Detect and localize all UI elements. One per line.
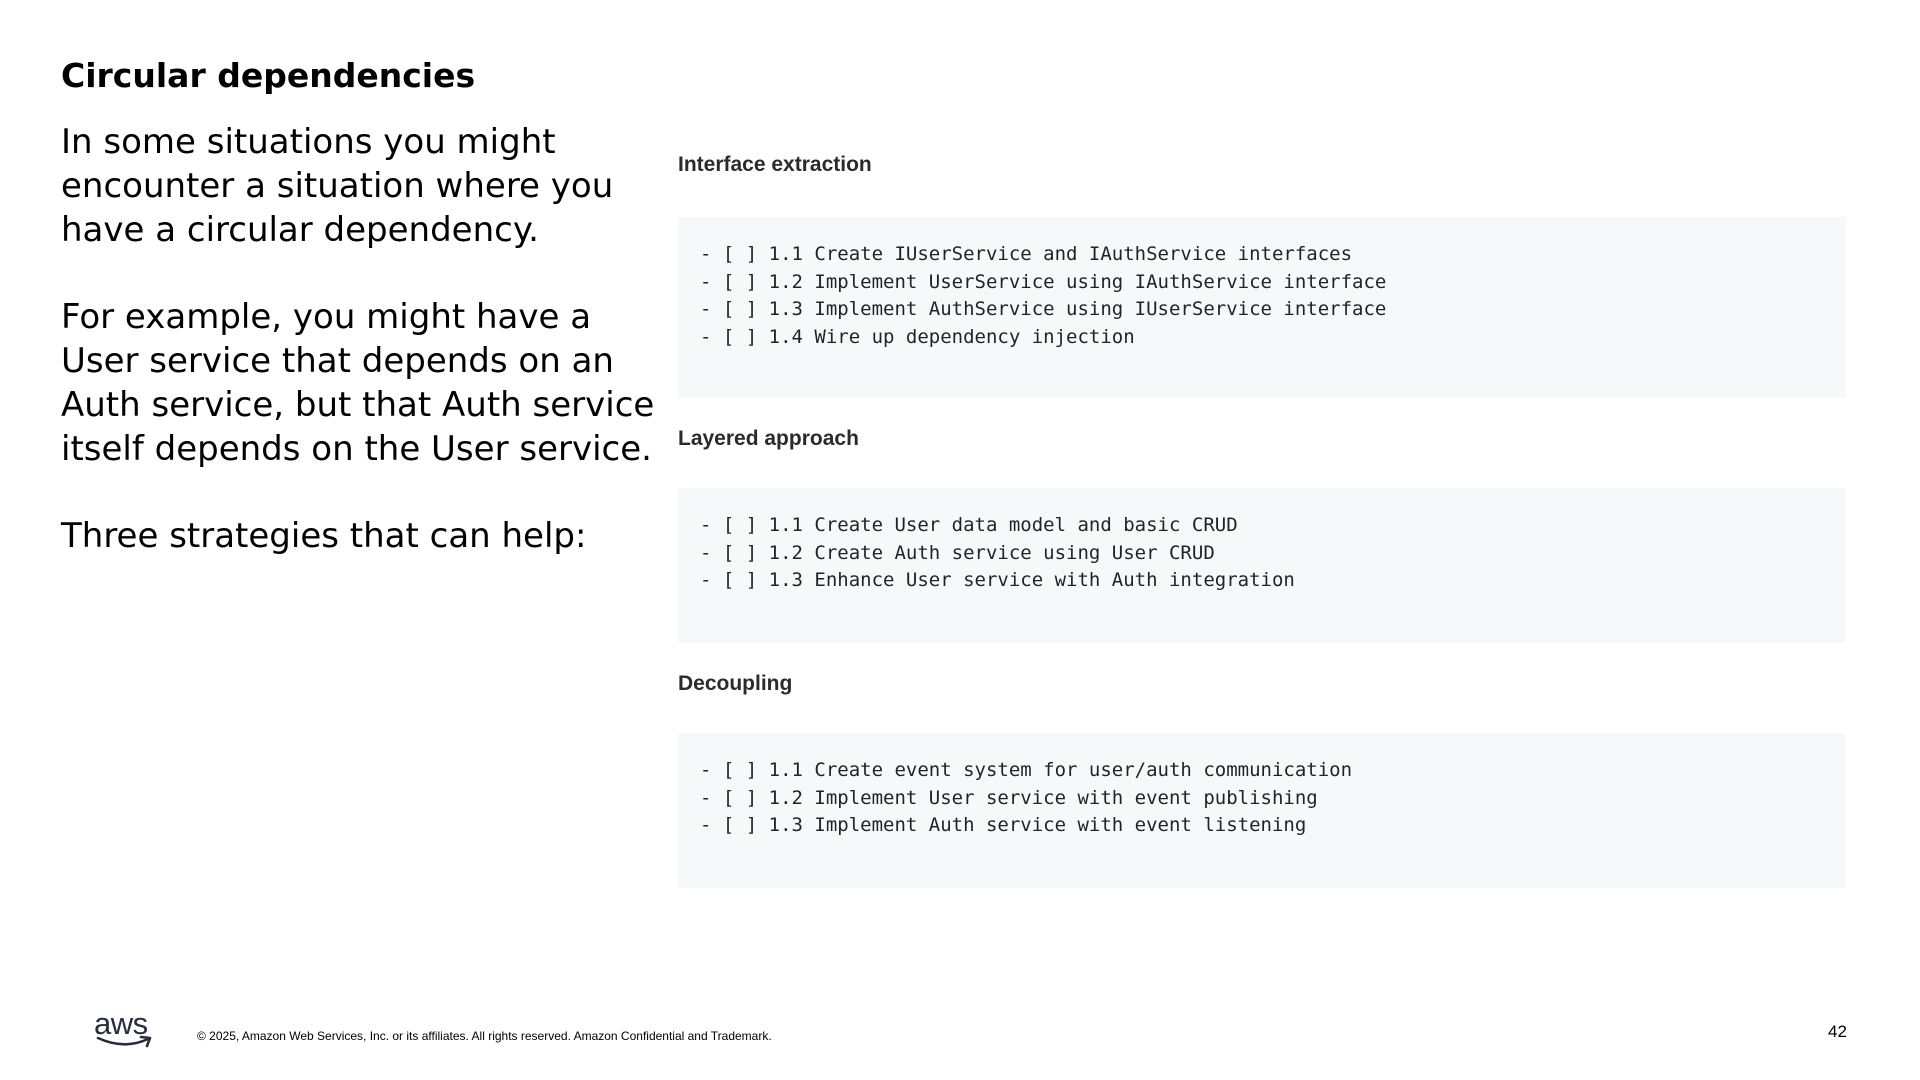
aws-logo — [94, 1006, 156, 1050]
aws-logo-text: aws — [94, 1006, 148, 1041]
checklist-line: - [ ] 1.3 Implement AuthService using IUserService interface — [700, 298, 1387, 320]
checklist-line: - [ ] 1.1 Create event system for user/auth communication — [700, 759, 1353, 781]
checklist-line: - [ ] 1.2 Implement UserService using IAuthService interface — [700, 270, 1387, 293]
example-paragraph: For example, you might have a User service that depends on an Auth service, but that Auth service itself depends on the User service. — [61, 297, 655, 469]
strategies-lead-paragraph: Three strategies that can help: — [61, 516, 587, 556]
page-number: 42 — [1828, 1022, 1847, 1041]
checklist-line: - [ ] 1.2 Implement User service with event publishing — [700, 786, 1318, 809]
checklist-line: - [ ] 1.1 Create IUserService and IAuthService interfaces — [700, 243, 1353, 265]
body-text — [61, 120, 671, 601]
code-block — [678, 733, 1846, 888]
aws-smile-icon — [96, 1034, 156, 1050]
intro-paragraph: In some situations you might encounter a situation where you have a circular dependency. — [61, 122, 614, 250]
strategy-heading: Layered approach — [678, 427, 859, 450]
strategy-heading: Decoupling — [678, 672, 793, 695]
checklist-line: - [ ] 1.1 Create User data model and basic CRUD — [700, 514, 1238, 536]
strategy-heading: Interface extraction — [678, 153, 872, 176]
checklist-line: - [ ] 1.2 Create Auth service using User CRUD — [700, 541, 1215, 564]
checklist-line: - [ ] 1.4 Wire up dependency injection — [700, 325, 1135, 348]
strategy-decoupling — [678, 669, 1846, 888]
strategy-interface-extraction — [678, 150, 1846, 398]
code-block — [678, 217, 1846, 398]
checklist-line: - [ ] 1.3 Implement Auth service with event listening — [700, 814, 1307, 836]
code-block — [678, 488, 1846, 643]
checklist-line: - [ ] 1.3 Enhance User service with Auth integration — [700, 569, 1295, 591]
copyright-notice: © 2025, Amazon Web Services, Inc. or its affiliates. All rights reserved. Amazon Confidential and Trademark. — [197, 1029, 772, 1043]
strategy-layered-approach — [678, 424, 1846, 643]
strategies-column — [678, 150, 1846, 888]
slide-title: Circular dependencies — [61, 56, 476, 95]
